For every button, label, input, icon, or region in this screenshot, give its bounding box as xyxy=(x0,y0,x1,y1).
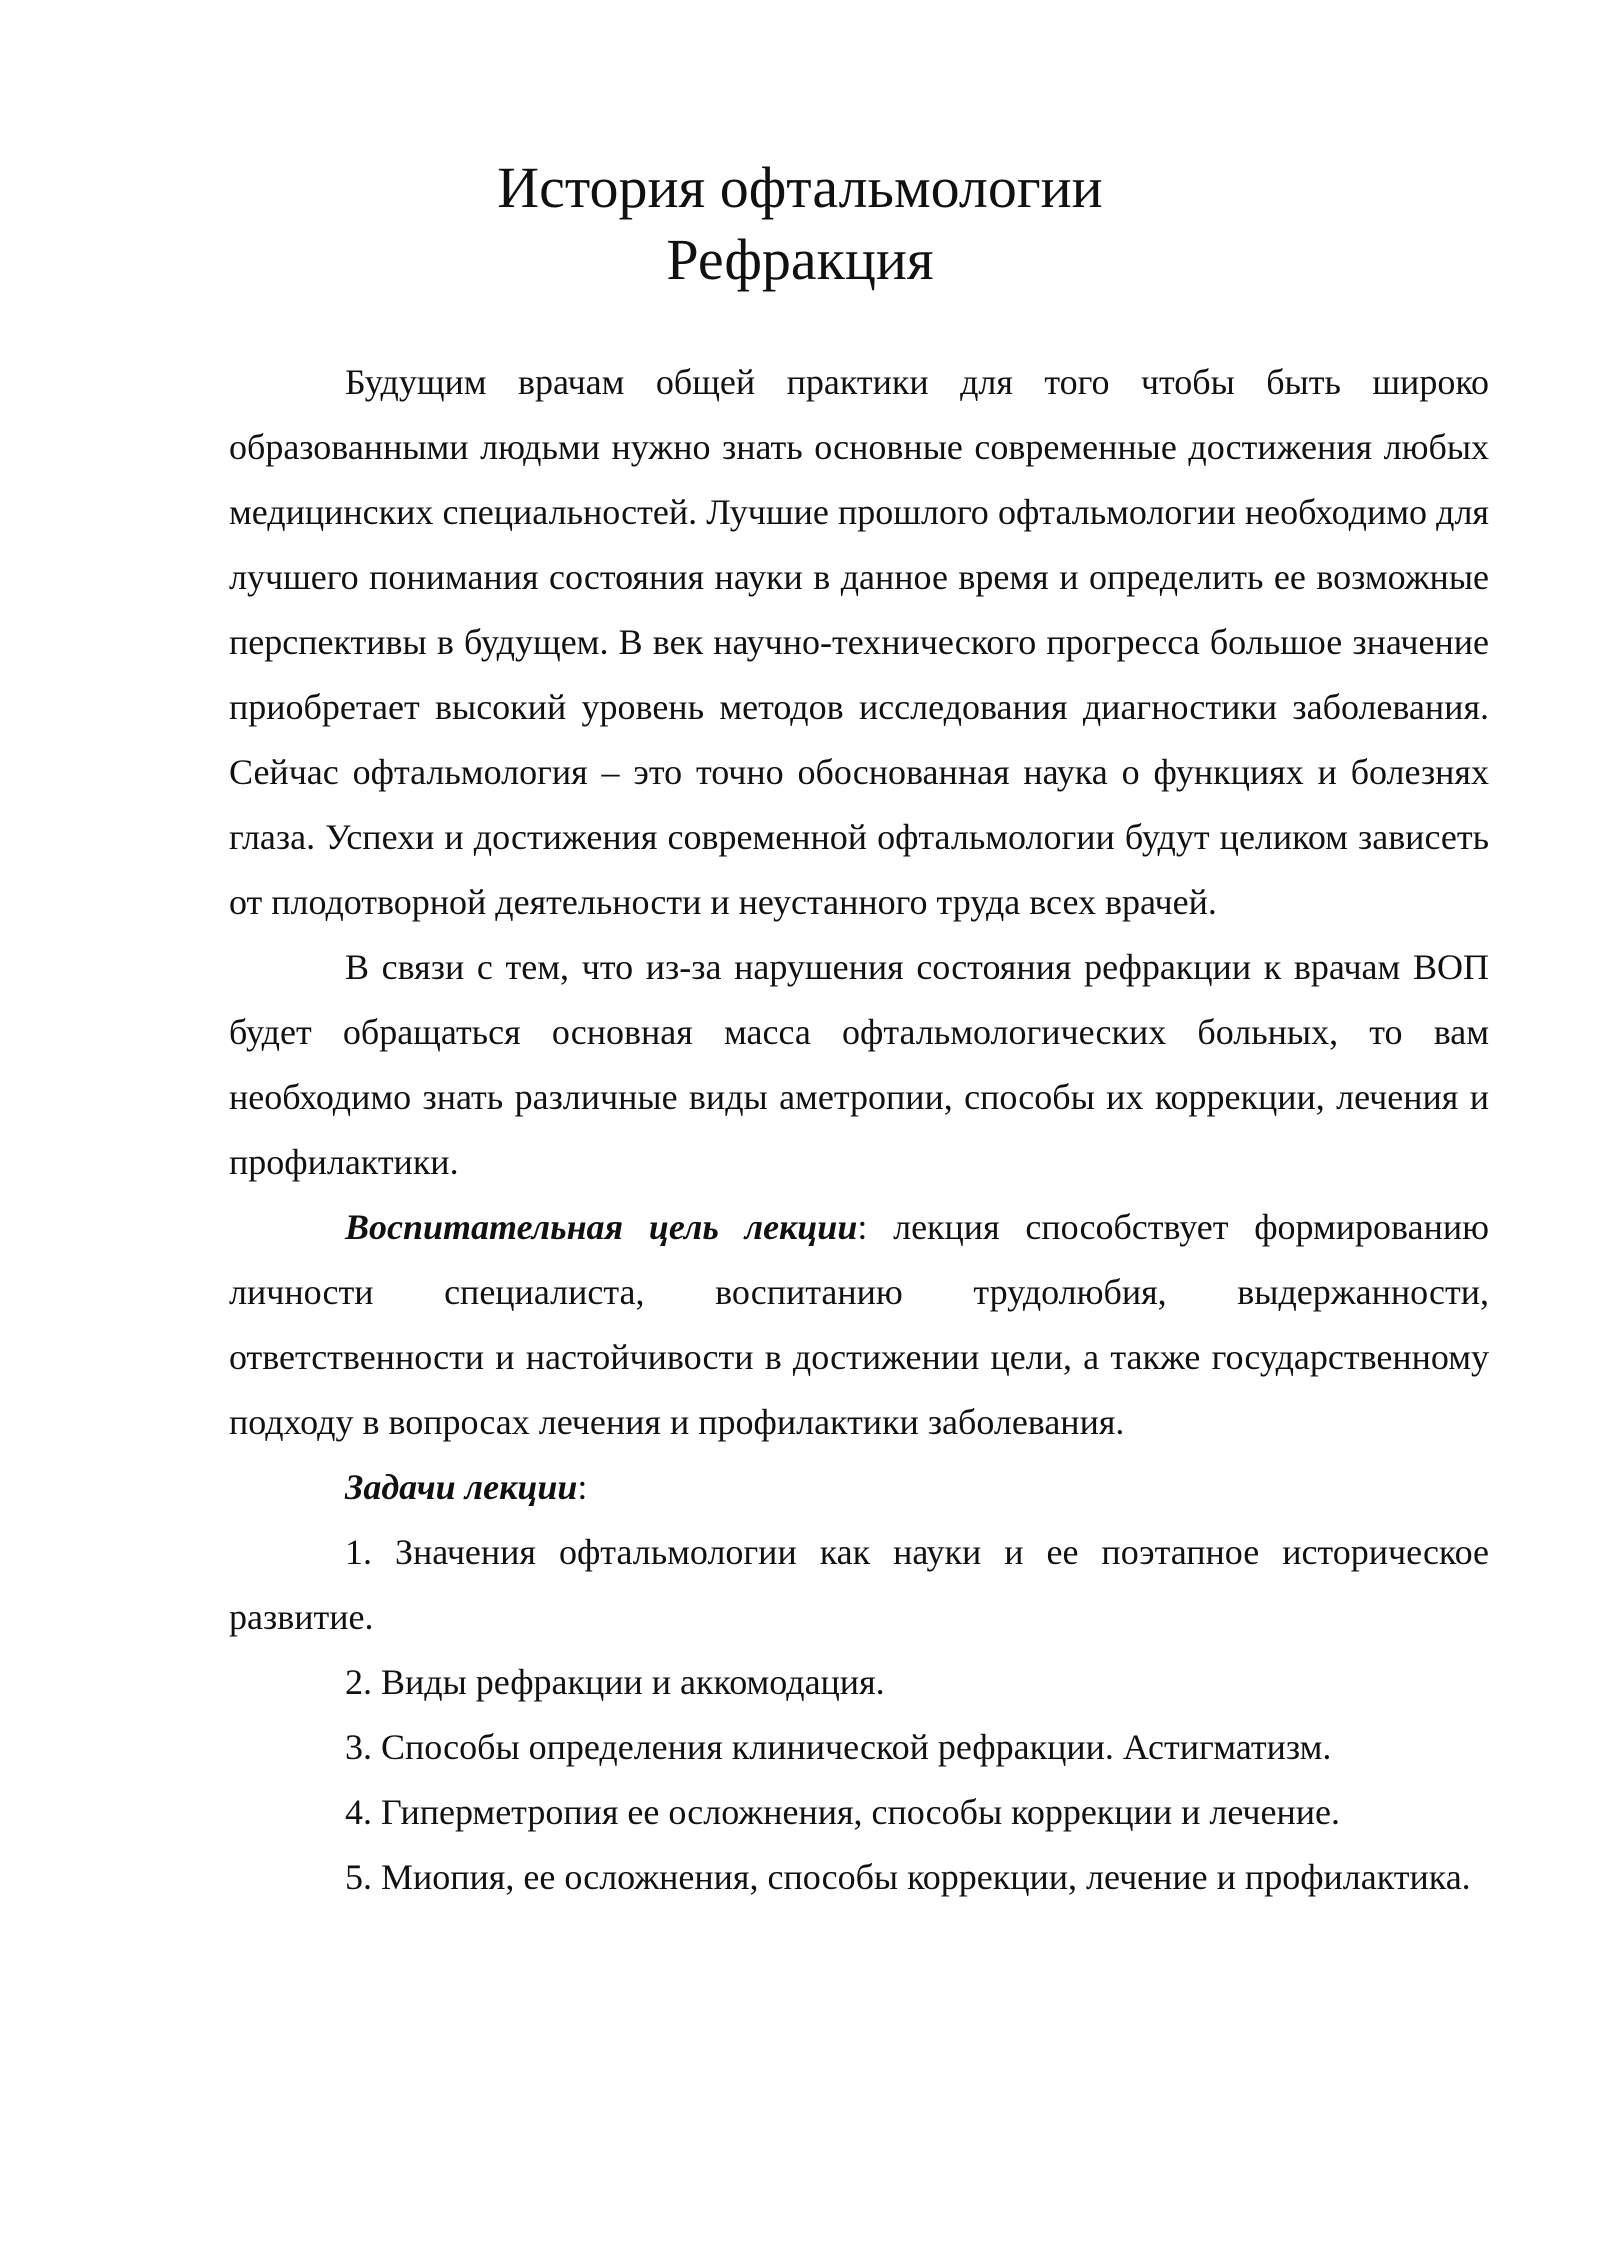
title-line-1: История офтальмологии xyxy=(497,155,1103,220)
tasks-label: Задачи лекции xyxy=(345,1467,578,1507)
tasks-separator: : xyxy=(577,1467,588,1507)
title-line-2: Рефракция xyxy=(666,227,934,292)
educational-goal-label: Воспитательная цель лекции xyxy=(345,1207,858,1247)
task-item: 4. Гиперметропия ее осложнения, способы коррекции и лечение. xyxy=(345,1792,1340,1832)
task-item: 3. Способы определения клинической рефракции. Астигматизм. xyxy=(345,1727,1332,1767)
educational-goal-paragraph xyxy=(229,1195,1489,1455)
task-item: 5. Миопия, ее осложнения, способы коррекции, лечение и профилактика. xyxy=(345,1857,1471,1897)
document-body xyxy=(229,350,1489,1910)
refraction-paragraph: В связи с тем, что из-за нарушения состояния рефракции к врачам ВОП будет обращаться основная масса офтальмологических больных, то вам необходимо знать различные виды аметропии, способы их коррекции, лечения и профилактики. xyxy=(229,947,1489,1182)
tasks-heading xyxy=(229,1455,1489,1520)
task-item: 1. Значения офтальмологии как науки и ее поэтапное историческое развитие. xyxy=(229,1532,1489,1637)
document-title xyxy=(0,152,1600,296)
task-item: 2. Виды рефракции и аккомодация. xyxy=(345,1662,885,1702)
educational-goal-text: лекция способствует формированию личности специалиста, воспитанию трудолюбия, выдержанности, ответственности и настойчивости в достижении цели, а также государственному подходу в вопросах лечения и профилактики заболевания. xyxy=(229,1207,1489,1442)
intro-paragraph: Будущим врачам общей практики для того чтобы быть широко образованными людьми нужно знать основные современные достижения любых медицинских специальностей. Лучшие прошлого офтальмологии необходимо для лучшего понимания состояния науки в данное время и определить ее возможные перспективы в будущем. В век научно-технического прогресса большое значение приобретает высокий уровень методов исследования диагностики заболевания. Сейчас офтальмология – это точно обоснованная наука о функциях и болезнях глаза. Успехи и достижения современной офтальмологии будут целиком зависеть от плодотворной деятельности и неустанного труда всех врачей. xyxy=(229,362,1489,922)
educational-goal-separator: : xyxy=(857,1207,868,1247)
